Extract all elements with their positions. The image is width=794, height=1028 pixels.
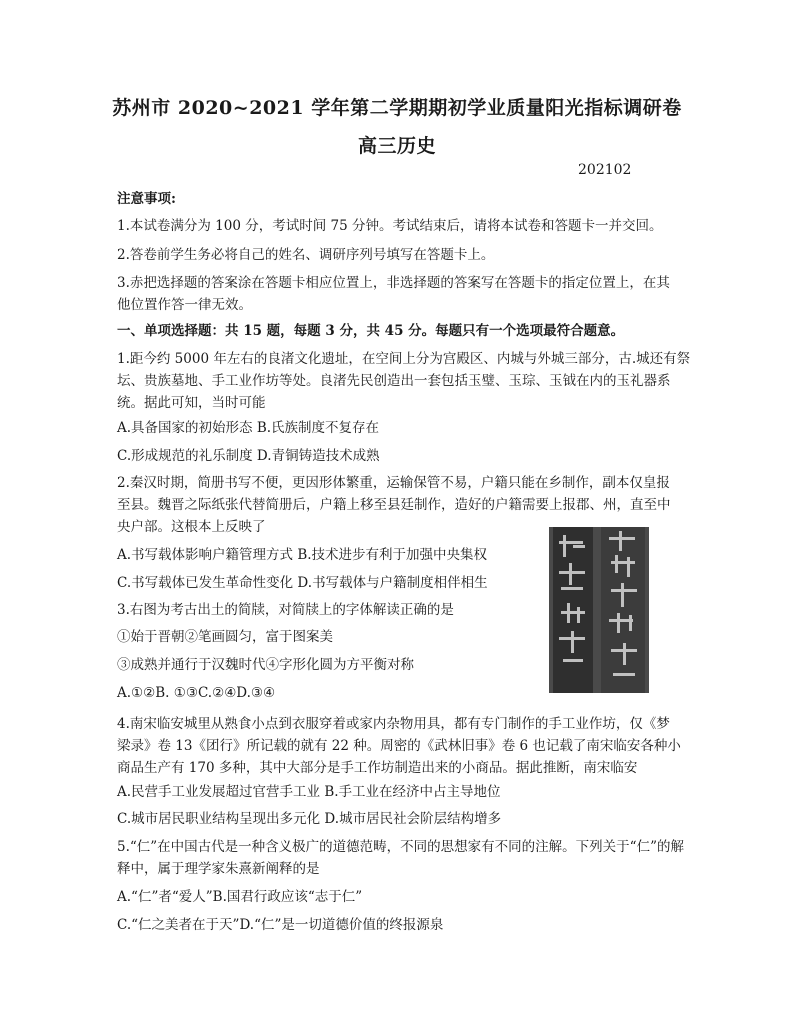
question-3-statements: ③成熟并通行于汉魏时代④字形化圆为方平衡对称 (117, 657, 414, 673)
exam-date: 202102 (578, 162, 632, 178)
question-1-stem: 统。据此可知，当时可能 (117, 395, 266, 411)
notice-heading: 注意事项: (117, 191, 176, 207)
section-heading: 一、单项选择题：共 15 题，每题 3 分，共 45 分。每题只有一个选项最符合题意。 (117, 323, 625, 339)
question-3-options: A.①②B. ①③C.②④D.③④ (117, 685, 276, 701)
question-2-options: C.书写载体已发生革命性变化 D.书写载体与户籍制度相伴相生 (117, 575, 488, 591)
question-5-options: C.“仁之美者在于天”D.“仁”是一切道德价值的终报源泉 (117, 917, 444, 933)
question-5-stem: 5.“仁”在中国古代是一种含义极广的道德范畴，不同的思想家有不同的注解。下列关于“仁”的解 (117, 839, 684, 855)
question-1-options: A.具备国家的初始形态 B.氏族制度不复存在 (117, 420, 380, 436)
question-1-stem: 1.距今约 5000 年左右的良渚文化遗址，在空间上分为宫殿区、内城与外城三部分，古.城还有祭 (117, 351, 691, 367)
question-4-stem: 梁录》卷 13《团行》所记载的就有 22 种。周密的《武林旧事》卷 6 也记载了南宋临安各种小 (117, 738, 681, 754)
question-3-stem: 3.右图为考古出土的简牍，对简牍上的字体解读正确的是 (117, 602, 454, 618)
exam-subtitle: 高三历史 (357, 135, 436, 157)
question-4-options: A.民营手工业发展超过官营手工业 B.手工业在经济中占主导地位 (117, 784, 501, 800)
question-5-stem: 释中，属于理学家朱熹新阐释的是 (117, 861, 320, 877)
question-1-options: C.形成规范的礼乐制度 D.青铜铸造技术成熟 (117, 448, 380, 464)
question-2-stem: 至县。魏晋之际纸张代替简册后，户籍上移至县廷制作，造好的户籍需要上报郡、州，直至中 (117, 497, 671, 513)
notice-item: 3.赤把选择题的答案涂在答题卡相应位置上，非选择题的答案写在答题卡的指定位置上，在其 (117, 275, 670, 291)
question-2-stem: 央户部。这根本上反映了 (117, 519, 266, 535)
question-2-stem: 2.秦汉时期，简册书写不便，更因形体繁重，运输保管不易，户籍只能在乡制作，副本仅皇报 (117, 475, 670, 491)
notice-item: 他位置作答一律无效。 (117, 297, 252, 313)
question-1-stem: 坛、贵族墓地、手工业作坊等处。良渚先民创造出一套包括玉璧、玉琮、玉钺在内的玉礼器系 (117, 373, 671, 389)
exam-title: 苏州市 2020~2021 学年第二学期期初学业质量阳光指标调研卷 (112, 97, 682, 119)
question-4-options: C.城市居民职业结构呈现出多元化 D.城市居民社会阶层结构增多 (117, 811, 502, 827)
question-2-options: A.书写载体影响户籍管理方式 B.技术进步有利于加强中央集权 (117, 547, 488, 563)
bamboo-slip-image (549, 527, 649, 693)
question-4-stem: 商品生产有 170 多种，其中大部分是手工作坊制造出来的小商品。据此推断，南宋临安 (117, 760, 638, 776)
question-5-options: A.“仁”者“爱人”B.国君行政应该“志于仁” (117, 889, 363, 905)
notice-item: 1.本试卷满分为 100 分，考试时间 75 分钟。考试结束后，请将本试卷和答题卡一并交回。 (117, 218, 663, 234)
question-4-stem: 4.南宋临安城里从熟食小点到衣服穿着或家内杂物用具，都有专门制作的手工业作坊，仅《梦 (117, 716, 670, 732)
question-3-statements: ①始于晋朝②笔画圆匀，富于图案美 (117, 629, 333, 645)
notice-item: 2.答卷前学生务必将自己的姓名、调研序列号填写在答题卡上。 (117, 247, 495, 263)
